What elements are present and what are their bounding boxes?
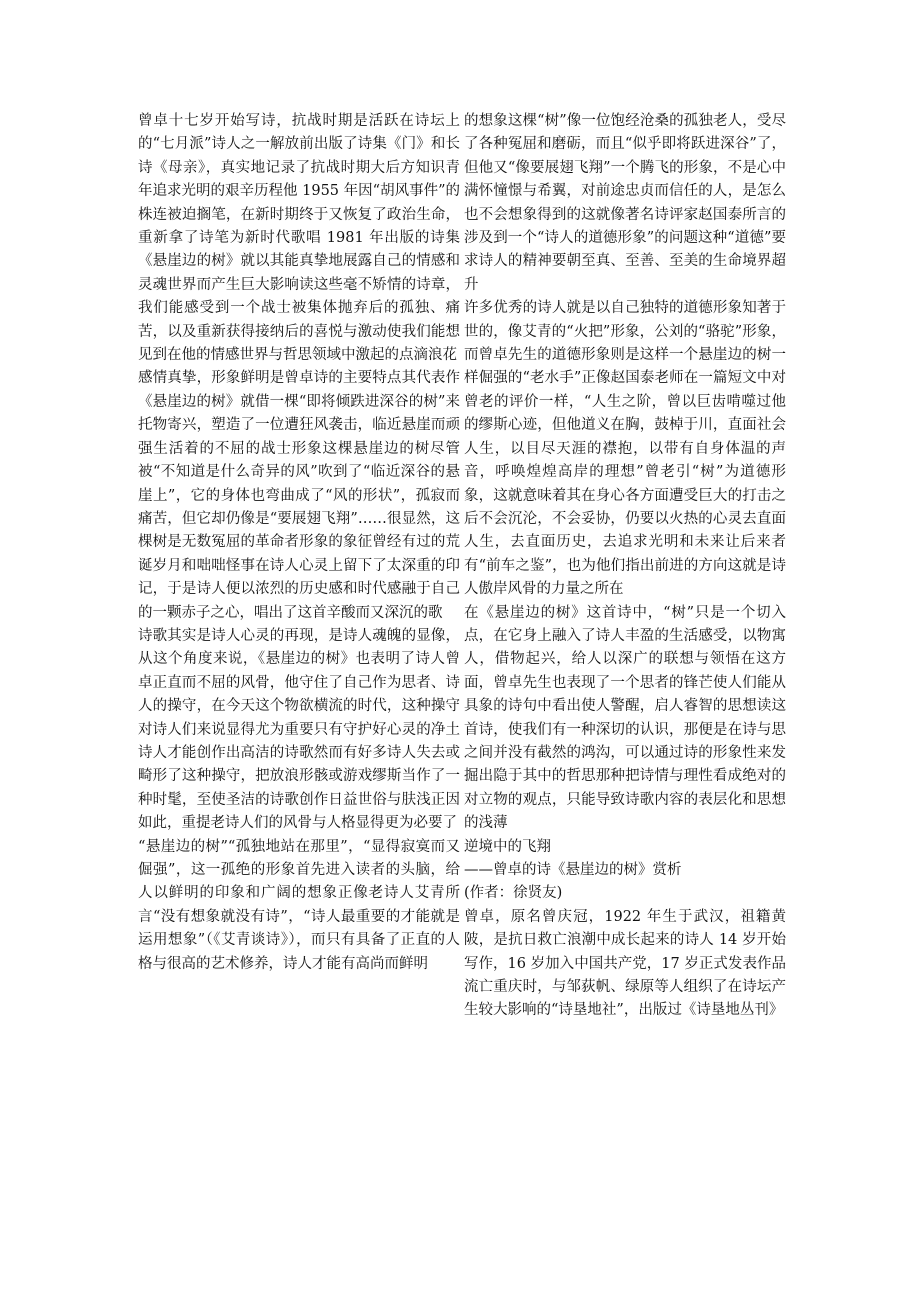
paragraph: 的想象这棵“树”像一位饱经沧桑的孤独老人，受尽了各种冤屈和磨砺，而且“似乎即将跃进深谷”了，但他又“像要展翅飞翔”一个腾飞的形象，不是心中满怀憧憬与希翼，对前途忠贞而信任的人，是怎么也不会想象得到的这就像著名诗评家赵国泰所言的涉及到一个“诗人的道德形象”的问题这种“道德”要求诗人的精神要朝至真、至善、至美的生命境界超升 (464, 113, 786, 293)
paragraph: 在《悬崖边的树》这首诗中，“树”只是一个切入点，在它身上融入了诗人丰盈的生活感受，以物寓人，借物起兴，给人以深广的联想与领悟在这方面，曾卓先生也表现了一个思者的锋芒使人们能从具象的诗句中看出使人警醒，启人睿智的思想读这首诗，使我们有一种深切的认识，那便是在诗与思之间并没有截然的鸿沟，可以通过诗的形象性来发掘出隐于其中的哲思那种把诗情与理性看成绝对的对立物的观点，只能导致诗歌内容的表层化和思想的浅薄 (464, 604, 786, 832)
document-page (138, 110, 786, 1290)
paragraph: “悬崖边的树”“孤独地站在那里”，“显得寂寞而又倔强”，这一孤绝的形象首先进入读者的头脑，给人以鲜明的印象和广阔的想象正像老诗人艾青所言“没有想象就没有诗”，“诗人最重要的才能就是运用想象”（《艾青谈诗》），而只有具备了正直的人格与很高的艺术修养，诗人才能有高尚而鲜明 (138, 838, 460, 972)
article-author: (作者：徐贤友) (464, 885, 563, 902)
paragraph: 感情真挚，形象鲜明是曾卓诗的主要特点其代表作《悬崖边的树》就借一棵“即将倾跌进深谷的树”来托物寄兴，塑造了一位遭狂风袭击，临近悬崖而顽强生活着的不屈的战士形象这棵悬崖边的树尽管被“不知道是什么奇异的风”吹到了“临近深谷的悬崖上”，它的身体也弯曲成了“风的形状”，孤寂而痛苦，但它却仍像是“要展翅飞翔”……很显然，这棵树是无数冤屈的革命者形象的象征曾经有过的荒诞岁月和咄咄怪事在诗人心灵上留下了太深重的印记，于是诗人便以浓烈的历史感和时代感融于自己的一颗赤子之心，唱出了这首辛酸而又深沉的歌 (138, 370, 460, 621)
paragraph: 曾卓，原名曾庆冠，1922 年生于武汉，祖籍黄陂，是抗日救亡浪潮中成长起来的诗人 14 岁开始写作，16 岁加入中国共产党，17 岁正式发表作品 流亡重庆时，与邹荻帆、绿原等人组织了在诗坛产生较大影响的“诗垦地社”，出版过《诗垦地丛刊》 (464, 908, 786, 1019)
paragraph: 诗歌其实是诗人心灵的再现，是诗人魂魄的显像，从这个角度来说，《悬崖边的树》也表明了诗人曾卓正直而不屈的风骨，他守住了自己作为思者、诗人的操守，在今天这个物欲横流的时代，这种操守对诗人们来说显得尤为重要只有守护好心灵的净土诗人才能创作出高洁的诗歌然而有好多诗人失去或畸形了这种操守，把放浪形骸或游戏缪斯当作了一种时髦，至使圣洁的诗歌创作日益世俗与肤浅正因如此，重提老诗人们的风骨与人格显得更为必要了 (138, 627, 460, 832)
paragraph: 曾卓十七岁开始写诗，抗战时期是活跃在诗坛上的“七月派”诗人之一解放前出版了诗集《门》和长诗《母亲》，真实地记录了抗战时期大后方知识青年追求光明的艰辛历程他 1955 年因“胡风事件”的株连被迫搁笔，在新时期终于又恢复了政治生命，重新拿了诗笔为新时代歌唱 1981 年出版的诗集《悬崖边的树》就以其能真挚地展露自己的情感和灵魂世界而产生巨大影响读这些毫不矫情的诗章，我们能感受到一个战士被集体抛弃后的孤独、痛苦，以及重新获得接纳后的喜悦与激动使我们能想见到在他的情感世界与哲思领域中激起的点滴浪花 (138, 113, 460, 364)
article-title: 逆境中的飞翔 (464, 838, 551, 855)
left-column (138, 110, 460, 1290)
right-column (464, 110, 786, 1290)
article-subtitle: ——曾卓的诗《悬崖边的树》赏析 (464, 862, 682, 878)
paragraph: 许多优秀的诗人就是以自己独特的道德形象知著于世的，像艾青的“火把”形象，公刘的“骆驼”形象，而曾卓先生的道德形象则是这样一个悬崖边的树一样倔强的“老水手”正像赵国泰老师在一篇短文中对曾老的评价一样，“人生之阶，曾以巨齿啃噬过他的缪斯心迹，但他道义在胸，鼓棹于川，直面社会人生，以目尽天涯的襟抱，以带有自身体温的声音，呼唤煌煌高岸的理想”曾老引“树”为道德形象，这就意味着其在身心各方面遭受巨大的打击之后不会沉沦，不会妥协，仍要以火热的心灵去直面人生，去直面历史，去追求光明和未来让后来者有“前车之鉴”，也为他们指出前进的方向这就是诗人傲岸风骨的力量之所在 (464, 300, 786, 598)
